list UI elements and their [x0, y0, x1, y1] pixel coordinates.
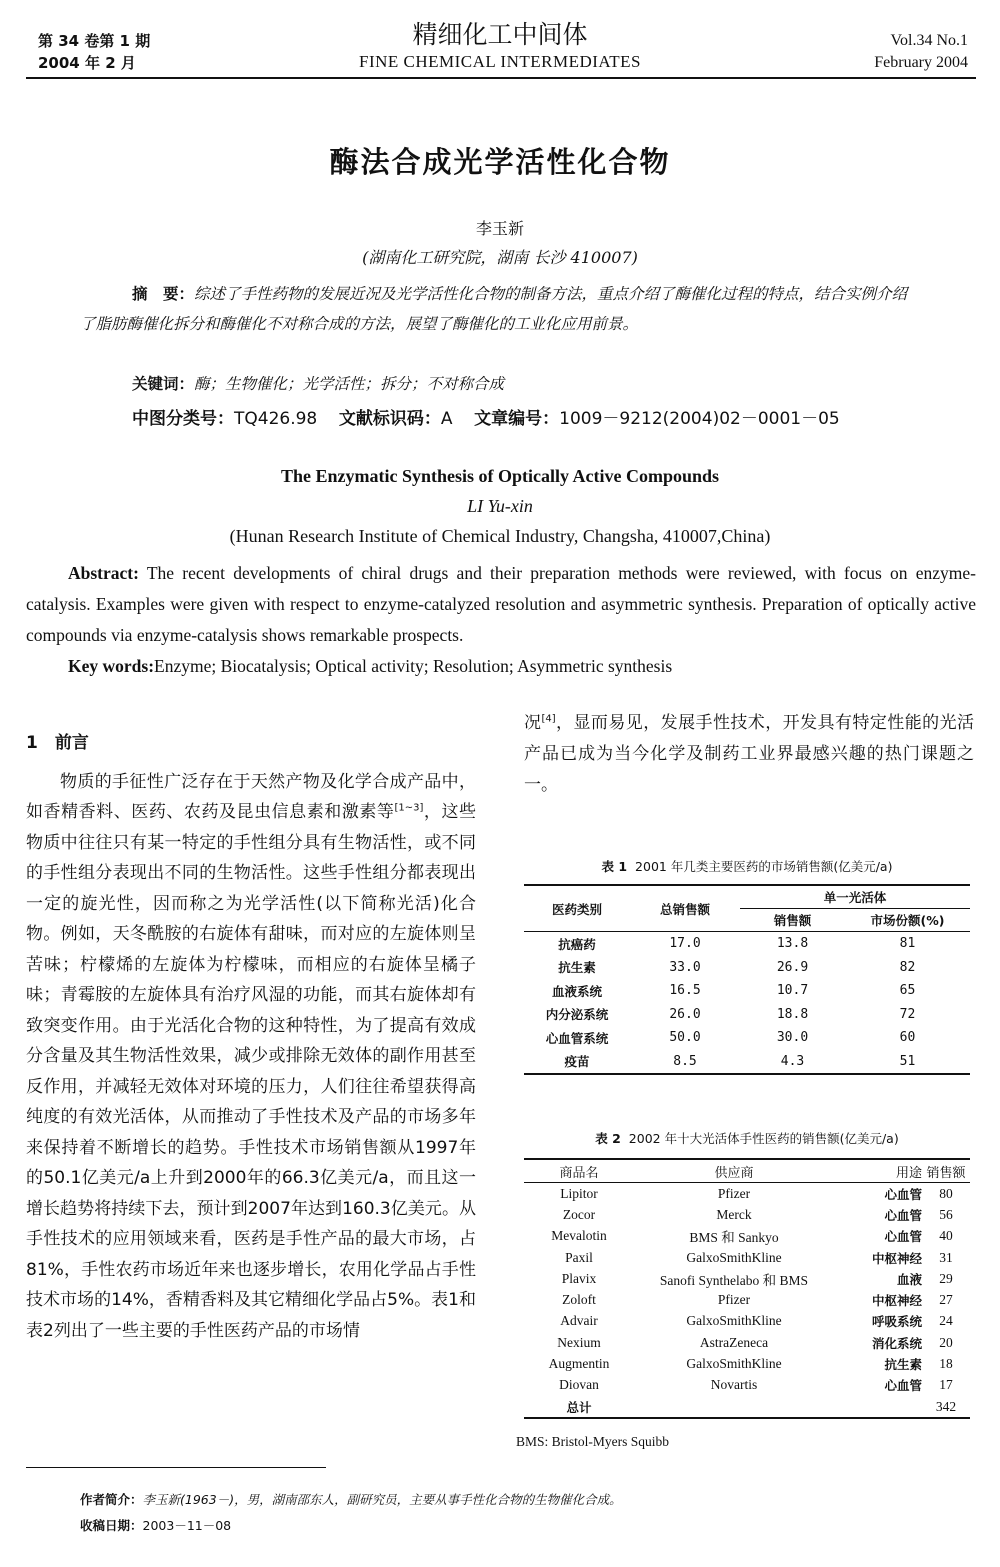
share-cell: 72	[899, 1006, 916, 1022]
affiliation: (湖南化工研究院，湖南 长沙 410007)	[362, 248, 638, 267]
single-sales-cell: 13.8	[776, 936, 809, 952]
sales-cell: 27	[939, 1292, 953, 1308]
sales-cell: 29	[939, 1270, 953, 1286]
total-sales-cell: 8.5	[673, 1053, 697, 1069]
table-row	[524, 956, 970, 980]
supplier-cell: Novartis	[710, 1377, 758, 1393]
journal-name-cn: 精细化工中间体	[412, 20, 588, 49]
english-keywords-text: Enzyme; Biocatalysis; Optical activity; Resolution; Asymmetric synthesis	[154, 656, 673, 676]
table2-caption-text: 2002 年十大光活体手性医药的销售额(亿美元/a)	[628, 1131, 899, 1146]
category-cell: 抗生素	[558, 960, 596, 976]
table-row	[524, 1026, 970, 1050]
share-cell: 60	[899, 1030, 916, 1046]
table1-header-category: 医药类别	[524, 885, 630, 932]
share-cell: 81	[899, 936, 916, 952]
english-affiliation: (Hunan Research Institute of Chemical Industry, Changsha, 410007,China)	[229, 526, 771, 546]
table2-number: 表 2	[595, 1131, 621, 1146]
table-row	[524, 932, 970, 956]
category-cell: 疫苗	[564, 1054, 590, 1070]
received-date-text: 2003－11－08	[142, 1518, 232, 1533]
doc-code-value: A	[440, 409, 453, 429]
table1-header-share: 市场份额(%)	[845, 909, 970, 932]
table2	[524, 1158, 970, 1419]
category-cell: 心血管系统	[545, 1030, 609, 1046]
product-name-cell: Zocor	[562, 1206, 596, 1222]
table-row	[524, 1332, 970, 1353]
header-rule	[26, 77, 976, 79]
total-sales-cell: 26.0	[669, 1006, 701, 1022]
table-row	[524, 1311, 970, 1332]
use-cell: 心血管	[884, 1229, 922, 1245]
date-en: February 2004	[874, 54, 968, 71]
clc-label: 中图分类号：	[132, 409, 234, 429]
table-row	[524, 1226, 970, 1247]
use-cell: 心血管	[884, 1186, 922, 1202]
table2-total-label: 总计	[566, 1399, 592, 1415]
body-right-column	[524, 708, 974, 801]
citation: [1~3]	[394, 802, 424, 814]
english-title: The Enzymatic Synthesis of Optically Active Compounds	[280, 466, 720, 486]
use-cell: 中枢神经	[871, 1250, 922, 1266]
table1-caption	[524, 857, 970, 875]
table-row	[524, 1247, 970, 1268]
table-row	[524, 1268, 970, 1289]
use-cell: 消化系统	[871, 1335, 922, 1351]
classification-line	[132, 404, 840, 429]
single-sales-cell: 30.0	[776, 1030, 809, 1046]
total-sales-cell: 33.0	[669, 959, 701, 975]
footnote-rule	[26, 1467, 326, 1468]
keywords-text: 酶；生物催化；光学活性；拆分；不对称合成	[194, 375, 505, 393]
product-name-cell: Plavix	[561, 1270, 597, 1286]
sales-cell: 31	[939, 1249, 953, 1265]
table2-caption	[524, 1129, 970, 1147]
table-row	[524, 1375, 970, 1396]
abstract-label: 摘 要：	[132, 285, 195, 303]
table2-note: BMS: Bristol-Myers Squibb	[516, 1434, 670, 1449]
total-sales-cell: 16.5	[669, 983, 701, 999]
share-cell: 82	[899, 959, 916, 975]
supplier-cell: GalxoSmithKline	[686, 1249, 782, 1265]
single-sales-cell: 26.9	[776, 959, 809, 975]
table1	[524, 884, 970, 1075]
author-bio-text: 李玉新(1963－)，男，湖南邵东人，副研究员，主要从事手性化合物的生物催化合成。	[142, 1492, 622, 1507]
table2-header-sales: 销售额	[922, 1159, 970, 1183]
table-row	[524, 1183, 970, 1205]
use-cell: 心血管	[884, 1378, 922, 1394]
journal-name	[300, 20, 700, 72]
product-name-cell: Augmentin	[548, 1356, 610, 1372]
supplier-cell: BMS 和 Sankyo	[689, 1230, 779, 1246]
sales-cell: 20	[939, 1334, 953, 1350]
received-date-label: 收稿日期：	[80, 1518, 143, 1533]
volume-en: Vol.34 No.1	[890, 32, 968, 49]
author: 李玉新	[475, 219, 524, 238]
citation: [4]	[541, 713, 556, 725]
table-row	[524, 1289, 970, 1310]
product-name-cell: Zoloft	[562, 1292, 596, 1308]
journal-name-en: FINE CHEMICAL INTERMEDIATES	[358, 52, 642, 71]
product-name-cell: Advair	[560, 1313, 598, 1329]
clc-value: TQ426.98	[234, 409, 318, 429]
abstract-cn	[80, 279, 920, 339]
intro-paragraph	[26, 767, 476, 1347]
table-row	[524, 1050, 970, 1075]
section-heading: 1 前言	[26, 733, 89, 753]
table2-total-value: 342	[935, 1398, 957, 1414]
english-abstract	[26, 558, 976, 682]
table1-header-sales: 销售额	[740, 909, 845, 932]
category-cell: 抗癌药	[558, 936, 596, 952]
product-name-cell: Mevalotin	[551, 1228, 607, 1244]
single-sales-cell: 10.7	[776, 983, 809, 999]
share-cell: 65	[899, 983, 916, 999]
supplier-cell: GalxoSmithKline	[686, 1356, 782, 1372]
english-keywords-label: Key words:	[68, 656, 155, 676]
supplier-cell: GalxoSmithKline	[686, 1313, 782, 1329]
sales-cell: 18	[939, 1356, 953, 1372]
running-header-right	[874, 30, 968, 74]
sales-cell: 80	[939, 1185, 953, 1201]
running-header-left	[38, 30, 150, 74]
body-left-column	[26, 728, 476, 1346]
doc-code-label: 文献标识码：	[338, 409, 441, 429]
table2-header-use: 用途	[834, 1159, 922, 1183]
product-name-cell: Diovan	[559, 1377, 599, 1393]
english-abstract-label: Abstract:	[68, 563, 139, 583]
author-bio-label: 作者简介：	[80, 1492, 143, 1507]
use-cell: 抗生素	[884, 1357, 922, 1373]
product-name-cell: Paxil	[565, 1249, 593, 1265]
table1-header-total: 总销售额	[630, 885, 740, 932]
abstract-text: 综述了手性药物的发展近况及光学活性化合物的制备方法，重点介绍了酶催化过程的特点，结合实例介绍了脂肪酶催化拆分和酶催化不对称合成的方法，展望了酶催化的工业化应用前景。	[80, 285, 908, 333]
category-cell: 内分泌系统	[545, 1007, 609, 1023]
author-bio	[80, 1490, 622, 1508]
table-row	[524, 1204, 970, 1225]
supplier-cell: Merck	[716, 1206, 752, 1222]
intro-text-a: 物质的手征性广泛存在于天然产物及化学合成产品中，如香精香料、医药、农药及昆虫信息素和激素等	[26, 771, 476, 822]
supplier-cell: AstraZeneca	[699, 1334, 769, 1350]
supplier-cell: Sanofi Synthelabo 和 BMS	[659, 1272, 809, 1288]
product-name-cell: Nexium	[557, 1334, 601, 1350]
single-sales-cell: 18.8	[776, 1006, 809, 1022]
english-abstract-text: The recent developments of chiral drugs and their preparation methods were reviewed, with focus on enzyme-catalysis. Examples were given with respect to enzyme-catalyzed resolution and asymmetric synthesis. Preparation of optically active compounds via enzyme-catalysis shows remarkable prospects.	[26, 563, 976, 645]
sales-cell: 56	[939, 1206, 953, 1222]
total-sales-cell: 17.0	[669, 936, 701, 952]
supplier-cell: Pfizer	[717, 1292, 751, 1308]
english-author: LI Yu-xin	[467, 496, 533, 516]
keywords-label: 关键词：	[132, 375, 195, 393]
intro-text-c: ，显而易见，发展手性技术，开发具有特定性能的光活产品已成为当今化学及制药工业界最感兴趣的热门课题之一。	[524, 713, 975, 795]
intro-text-c-pre: 况	[524, 713, 542, 733]
table2-header-supplier: 供应商	[634, 1159, 834, 1183]
intro-text-b: ，这些物质中往往只有某一特定的手性组分具有生物活性，或不同的手性组分表现出不同的生物活性。这些手性组分都表现出一定的旋光性，因而称之为光学活性(以下简称光活)化合物。例如，天冬酰胺的右旋体有甜味，而对应的左旋体则呈苦味；柠檬烯的左旋体为柠檬味，而相应的右旋体呈橘子味；青霉胺的左旋体具有治疗风湿的功能，而其右旋体却有致突变作用。由于光活化合物的这种特性，为了提高有效成分含量及其生物活性效果，减少或排除无效体的副作用甚至反作用，并减轻无效体对环境的压力，人们往往希望获得高纯度的有效光活体，从而推动了手性技术及产品的市场多年来保持着不断增长的趋势。手性技术市场销售额从1997年的50.1亿美元/a上升到2000年的66.3亿美元/a，而且这一增长趋势将持续下去，预计到2007年达到160.3亿美元。从手性技术的应用领域来看，医药是手性产品的最大市场，占81%，手性农药市场近年来也逐步增长，农用化学品占手性技术市场的14%，香精香料及其它精细化学品占5%。表1和表2列出了一些主要的手性医药产品的市场情	[26, 802, 477, 1341]
table-row	[524, 1353, 970, 1374]
total-sales-cell: 50.0	[669, 1030, 701, 1046]
category-cell: 血液系统	[551, 983, 602, 999]
received-date	[80, 1516, 231, 1534]
single-sales-cell: 4.3	[780, 1053, 805, 1069]
supplier-cell: Pfizer	[717, 1185, 751, 1201]
use-cell: 心血管	[884, 1207, 922, 1223]
use-cell: 血液	[896, 1271, 922, 1287]
table-row	[524, 979, 970, 1003]
product-name-cell: Lipitor	[560, 1185, 598, 1201]
article-no-value: 1009－9212(2004)02－0001－05	[559, 409, 840, 429]
table1-header-single: 单一光活体	[740, 885, 970, 909]
table1-caption-text: 2001 年几类主要医药的市场销售额(亿美元/a)	[635, 859, 893, 874]
volume-cn: 第 34 卷第 1 期	[38, 32, 151, 50]
article-no-label: 文章编号：	[474, 409, 560, 429]
sales-cell: 40	[939, 1228, 953, 1244]
table2-header-name: 商品名	[524, 1159, 634, 1183]
sales-cell: 17	[939, 1377, 953, 1393]
paper-title: 酶法合成光学活性化合物	[329, 145, 671, 179]
keywords-cn	[132, 372, 504, 394]
date-cn: 2004 年 2 月	[38, 54, 136, 72]
use-cell: 呼吸系统	[871, 1314, 922, 1330]
share-cell: 51	[899, 1053, 916, 1069]
table-row	[524, 1003, 970, 1027]
use-cell: 中枢神经	[871, 1293, 922, 1309]
table1-number: 表 1	[601, 859, 628, 874]
sales-cell: 24	[939, 1313, 953, 1329]
